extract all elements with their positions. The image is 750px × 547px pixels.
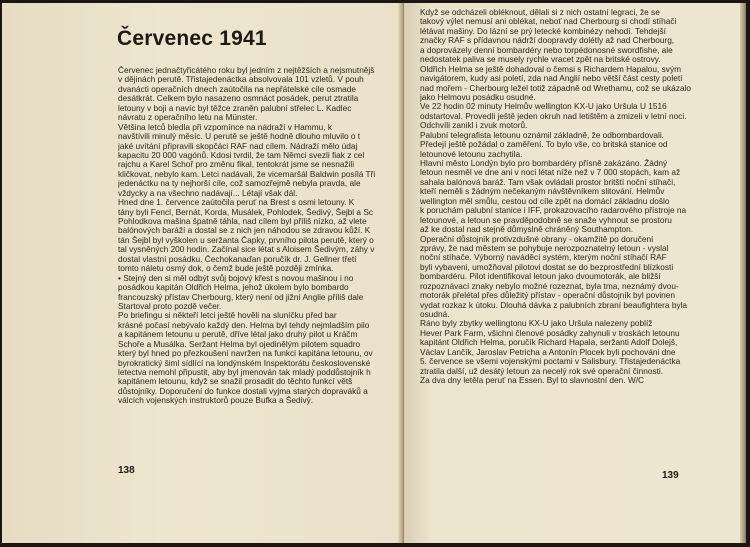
text-line: kapitánt Oldřich Helma, poručík Richard Hapala, seržanti Adolf Dolejš, <box>420 338 678 348</box>
text-line: létávat mašiny. Do lázní se prý letecké kombinézy nehodí. Tehdejší <box>420 26 666 36</box>
text-line: takový výlet nemusí ani oblékat, neboť nad Cherbourg si chodí stíhači <box>420 17 677 27</box>
right-page-number: 139 <box>662 470 679 481</box>
text-line: který byl hned po přezkoušení navržen na funkci kapitána letounu, ov <box>118 349 373 359</box>
text-line: nad mořem - Cherbourg ležel totiž západně od Wrethamu, což se ukázalo <box>420 83 692 93</box>
left-page-text <box>118 66 398 406</box>
text-line: Ve 22 hodin 02 minuty Helmův wellington KX-U jako Uršula U 1516 <box>420 102 667 112</box>
text-line: Když se odcházeli obléknout, dělali si z nich ostatní legraci, že se <box>420 8 660 17</box>
text-line: vydat rozkaz k útoku. Dlouhá dávka z palubních zbraní beaufightera byla <box>420 300 688 310</box>
text-line: Hlavní město Londýn bylo pro bombardéry přísně zakázáno. Žádný <box>420 159 668 168</box>
text-line: značky RAF s přídavnou nádrží doopravdy dolétly až nad Cherbourg, <box>420 36 675 46</box>
right-page <box>404 3 746 543</box>
text-line: 5. července se všemi vojenskými poctami v Salisbury. Třistajedenáctka <box>420 357 681 367</box>
text-line: • Stejný den si měl odbýt svůj bojový křest s novou mašinou i no <box>118 273 354 283</box>
text-line: byrokratický šiml sídlící na londýnském Inspektorátu československé <box>118 358 371 368</box>
text-line: Hever Park Farm, všichni členové posádky zahynuli v troskách letounu <box>420 328 680 338</box>
text-line: dostal vlastní posádku. Čechokanaďan poručík dr. J. Gellner třetí <box>118 254 357 264</box>
text-line: jedenáctku na ty nejhorší cíle, což samozřejmě nebyla pravda, ale <box>118 179 361 189</box>
text-line: jako Helmovu posádku osudné. <box>420 92 536 102</box>
text-line: až ke dostal nad stejně důmyslně chráněný Southampton. <box>420 225 634 235</box>
text-line: kapitánem letounu, když se snažil prosadit do těchto funkcí větš <box>118 377 353 387</box>
text-line: Oldřich Helma se ještě dohadoval o čemsi s Richardem Hapalou, svým <box>420 64 681 74</box>
text-line: balónových baráží a dostal se z nich jen náhodou se zdravou kůží. K <box>118 226 371 236</box>
text-line: letounové letounu zachytila. <box>420 149 523 159</box>
text-line: rajchu a Karel Schoř pro změnu fikal, tentokrát jsme se nesnažili <box>118 160 355 170</box>
text-line: a doprovázely denní bombardéry nebo torpédonosné swordfishe, ale <box>420 45 673 55</box>
text-line: tomto náletu osmý dok, o čemž bude ještě později zmínka. <box>118 264 334 274</box>
text-line: kteří neměli s žádným nečekaným návštěvníkem slitování. Helmův <box>420 187 665 197</box>
text-line: odstartoval. Provedli ještě jeden okruh nad letištěm a zmizeli v letní noci. <box>420 111 687 121</box>
text-line: zprávy, že nad městem se pohybuje nerozpoznatelný letoun - vyslal <box>420 243 669 253</box>
text-line: v dějinách perutě. Třistajedenáctka absolvovala 101 vzletů. V pouh <box>118 75 364 85</box>
text-line: motorák přelétal přes důležitý přístav - operační důstojník byl povinen <box>420 291 676 301</box>
left-page <box>2 3 402 543</box>
text-line: Většina letců bledla při vzpomínce na nádraží v Hammu, k <box>118 122 332 132</box>
text-line: nedostatek paliva se musely rychle vracet zpět na britské ostrovy. <box>420 55 661 65</box>
text-line: Schoře a Musálka. Seržant Helma byl ojedinělým pilotem squadro <box>118 339 361 349</box>
text-line: osudná. <box>420 310 450 319</box>
text-line: ztratila další, už desátý letoun za necelý rok své operační činnosti. <box>420 366 664 376</box>
text-line: a kapitánem letounu u perutě, dříve létal jako druhý pilot u Kráčm <box>118 330 358 340</box>
text-line: posádkou kapitán Oldřich Helma, jehož úkolem bylo bombardo <box>118 283 349 293</box>
text-line: letectva nemohl připustit, aby byl jmenován tak mladý poddůstojník h <box>118 368 371 377</box>
text-line: Odchvíli zanikl i zvuk motorů. <box>420 121 528 131</box>
text-line: kapacitu 20 000 vagónů. Kdosi tvrdil, že tam Němci svezli fiak z cel <box>118 150 365 160</box>
text-line: Za dva dny letěla peruť na Essen. Byl to slavnostní den. W/C <box>420 376 645 386</box>
text-line: Pohlodkova mašina špatně táhla, nad cílem byl příliš nízko, až vlete <box>118 217 367 226</box>
text-line: tán Šejbl byl vyškolen u seržanta Čapky, prvního pilota perutě, který o <box>118 235 374 245</box>
text-line: tány byli Fencl, Bernát, Korda, Musálek, Pohlodek, Šedivý, Šejbl a Sc <box>118 207 374 217</box>
text-line: Červenec jednačtyřicátého roku byl jedním z nejtěžších a nejsmutnějš <box>118 66 375 75</box>
book-spread <box>2 3 746 543</box>
text-line: Operační důstojník protivzdušné obrany - okamžitě po doručení <box>420 234 654 244</box>
text-line: Předejí ještě požádal o zaměření. To bylo vše, co britská stanice od <box>420 140 668 150</box>
text-line: Hned dne 1. července zaútočila peruť na Brest s osmi letouny. K <box>118 198 355 208</box>
text-line: letounové, a letoun se pravděpodobně se snaže vyhnout se prostoru <box>420 215 672 225</box>
book-right-edge <box>740 3 746 543</box>
right-page-text <box>420 8 742 386</box>
text-line: navštívili minulý měsíc. U perutě se ještě hodně dlouho mluvilo o t <box>118 132 361 142</box>
text-line: bombardéru. Pilot identifikoval letoun jako dvoumotorák, ale bližší <box>420 272 661 282</box>
text-line: tal vysněných 200 hodin. Začínal sice létat s Aloisem Šedivým, záhy v <box>118 245 375 255</box>
text-line: k poruchám palubní stanice i IFF, prokazovacího radarového přístroje na <box>420 206 687 216</box>
text-line: Ráno byly zbytky wellingtonu KX-U jako Uršula nalezeny poblíž <box>420 319 653 329</box>
text-line: desátkrát. Celkem bylo nasazeno osmnáct posádek, perut ztratila <box>118 94 359 104</box>
text-line: rozpoznávací znaky nebylo možné rozeznat, byla tma, neznámý dvou- <box>420 281 679 291</box>
chapter-title: Červenec 1941 <box>117 27 267 50</box>
text-line: wellington měl smůlu, cestou od cíle zpět na domácí základnu došlo <box>420 196 670 206</box>
left-page-number: 138 <box>118 465 135 476</box>
text-line: noční stíhače. Výborný naváděcí systém, kterým noční stíhačí RAF <box>420 253 667 263</box>
text-line: navigátorem, kudy asi poletí, zda nad Anglií nebo větší část cesty poletí <box>420 74 683 84</box>
text-line: byli vybaveni, umožňoval pilotovi dostat se do bezprostřední blízkosti <box>420 262 674 272</box>
text-line: jaké uvítání připravili skopčáci RAF nad cílem. Nádraží mělo údaj <box>118 141 358 151</box>
text-line: francouzský přístav Cherbourg, který není od jižní Anglie příliš dale <box>118 292 364 302</box>
text-line: letouny v boji a navíc byl těžce zraněn palubní střelec L. Kadlec <box>118 103 352 113</box>
text-line: Po briefingu si někteří letci ještě hověli na sluníčku před bar <box>118 311 337 321</box>
text-line: vždycky a na všechno nadávají... Létají však dál. <box>118 188 298 198</box>
text-line: válcích vojenských instruktorů pouze Bufka a Šedivý. <box>118 396 314 406</box>
text-line: důstojníky. Doporučení do funkce dostali vyjma starých dopraváků a <box>118 386 368 396</box>
text-line: kličkovat, nebylo kam. Letci nadávali, že vicemaršál Baldwin posílá Tři <box>118 169 376 179</box>
text-line: sahala balónová baráž. Tam však ovládali prostor britští noční stíhači, <box>420 177 676 187</box>
text-line: návratu z operačního letu na Münster. <box>118 113 258 123</box>
text-line: Václav Lančík, Jaroslav Petricha a Antonín Plocek byli pochováni dne <box>420 347 676 357</box>
text-line: krásné počasí nebývalo každý den. Helma byl tehdy nejmladším pilo <box>118 320 370 330</box>
text-line: Palubní telegrafista letounu oznámil základně, že odbombardovali. <box>420 130 664 140</box>
text-line: dvanácti operačních dnech zaútočila na nepřátelské cíle osmade <box>118 84 356 94</box>
text-line: letoun nesměl ve dne ani v noci létat níže než v 7 000 stopách, kam až <box>420 168 681 178</box>
text-line: Startoval proto pozdě večer. <box>118 301 222 311</box>
